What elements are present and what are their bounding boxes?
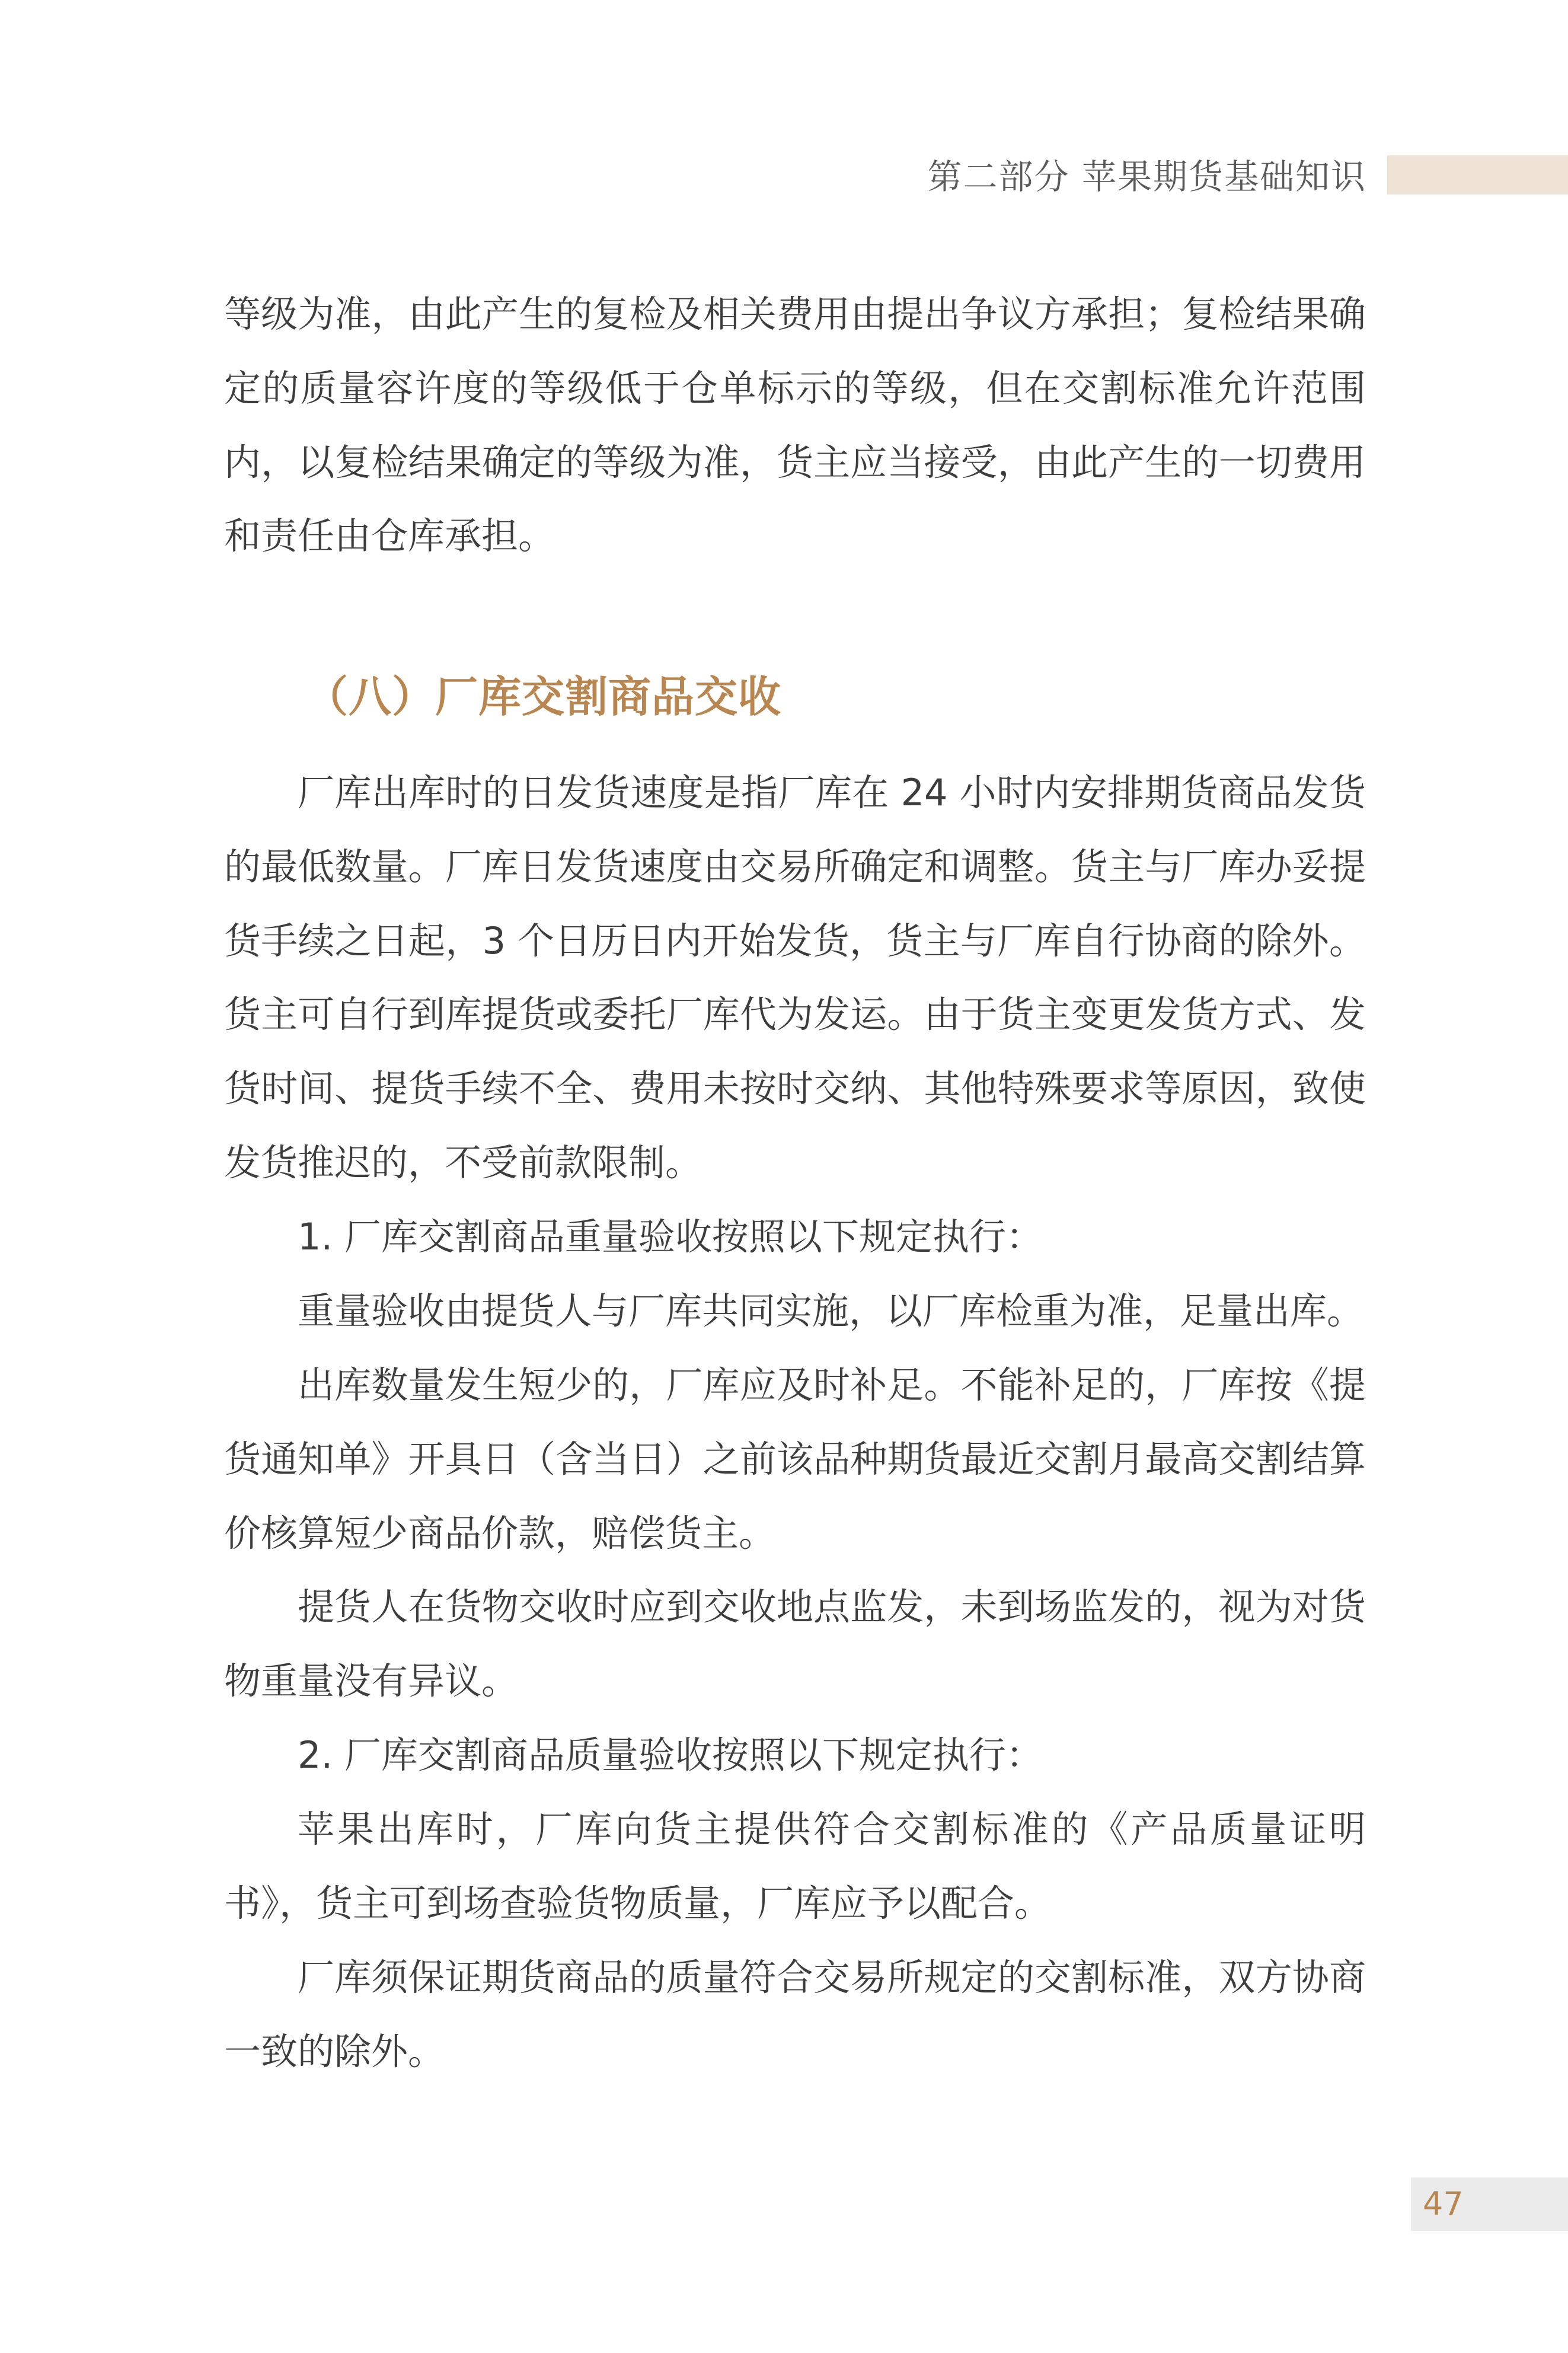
section-heading: （八）厂库交割商品交收 (305, 672, 782, 722)
paragraph-quality-guarantee: 厂库须保证期货商品的质量符合交易所规定的交割标准，双方协商一致的除外。 (224, 1956, 1366, 2073)
page-number: 47 (1423, 2185, 1464, 2223)
paragraph-delivery-speed: 厂库出库时的日发货速度是指厂库在 24 小时内安排期货商品发货的最低数量。厂库日发货速度由交易所确定和调整。货主与厂库办妥提货手续之日起，3 个日历日内开始发货，货主与厂库自行协商的除外。货主可自行到库提货或委托厂库代为发运。由于货主变更发货方式、发货时间、提货手续不全、费用未按时交纳、其他特殊要求等原因，致使发货推迟的，不受前款限制。 (224, 771, 1366, 1184)
header-accent-bar (1387, 155, 1568, 195)
paragraph-supervision: 提货人在货物交收时应到交收地点监发，未到场监发的，视为对货物重量没有异议。 (224, 1585, 1366, 1702)
paragraph-shortage: 出库数量发生短少的，厂库应及时补足。不能补足的，厂库按《提货通知单》开具日（含当日）之前该品种期货最近交割月最高交割结算价核算短少商品价款，赔偿货主。 (224, 1363, 1366, 1555)
paragraph-weight-inspection: 重量验收由提货人与厂库共同实施，以厂库检重为准，足量出库。 (298, 1289, 1364, 1332)
paragraph-quality-certificate: 苹果出库时，厂库向货主提供符合交割标准的《产品质量证明书》，货主可到场查验货物质量，厂库应予以配合。 (224, 1807, 1366, 1925)
paragraph-quality-rule-title: 2. 厂库交割商品质量验收按照以下规定执行： (298, 1733, 1043, 1777)
paragraph-weight-rule-title: 1. 厂库交割商品重量验收按照以下规定执行： (298, 1215, 1043, 1258)
running-header: 第二部分 苹果期货基础知识 (927, 157, 1366, 197)
paragraph-continued: 等级为准，由此产生的复检及相关费用由提出争议方承担；复检结果确定的质量容许度的等级低于仓单标示的等级，但在交割标准允许范围内，以复检结果确定的等级为准，货主应当接受，由此产生的一切费用和责任由仓库承担。 (224, 292, 1366, 558)
